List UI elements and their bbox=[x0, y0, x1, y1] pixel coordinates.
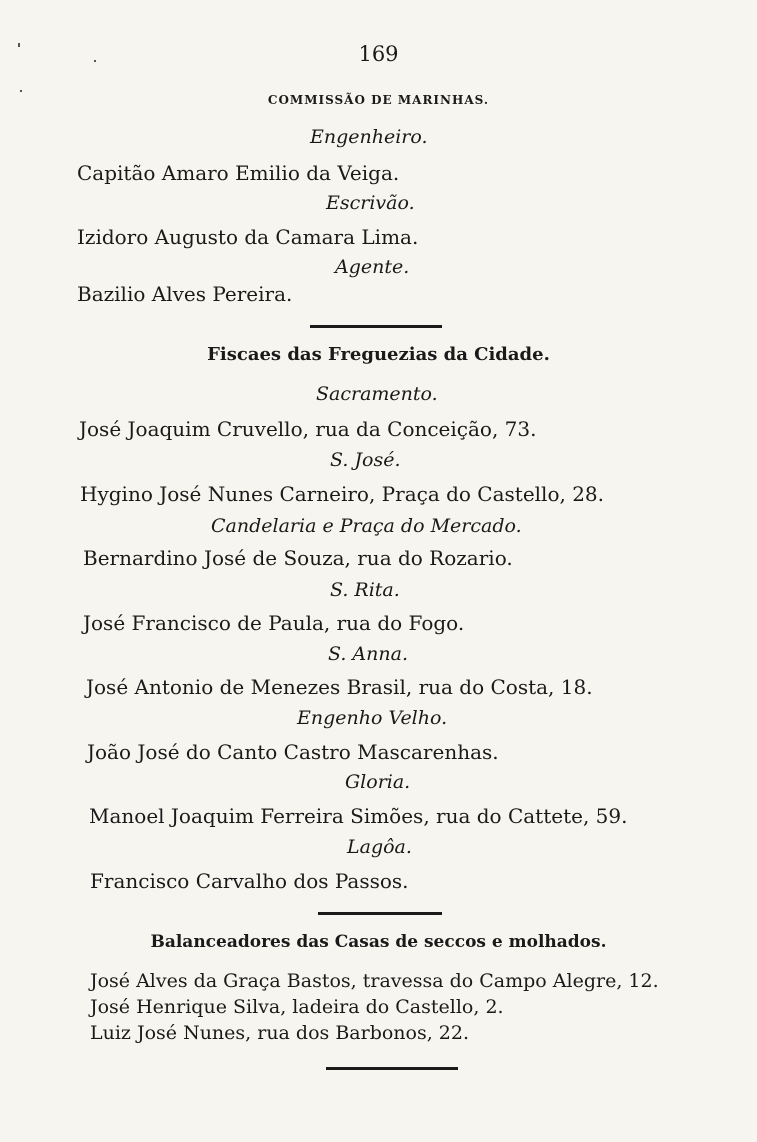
fiscal-s-jose: Hygino José Nunes Carneiro, Praça do Castello, 28. bbox=[80, 482, 605, 506]
parish-lagoa: Lagôa. bbox=[347, 836, 412, 858]
end-divider bbox=[326, 1067, 458, 1070]
fiscal-s-rita: José Francisco de Paula, rua do Fogo. bbox=[83, 611, 465, 635]
name-escrivao: Izidoro Augusto da Camara Lima. bbox=[77, 225, 419, 249]
balanceador-entry: José Henrique Silva, ladeira do Castello, 2. bbox=[90, 996, 504, 1018]
name-engenheiro: Capitão Amaro Emilio da Veiga. bbox=[77, 161, 400, 185]
fiscaes-title: Fiscaes das Freguezias da Cidade. bbox=[207, 344, 550, 365]
parish-s-jose: S. José. bbox=[330, 449, 401, 471]
section-divider bbox=[318, 912, 442, 915]
balanceador-entry: José Alves da Graça Bastos, travessa do Campo Alegre, 12. bbox=[90, 970, 659, 992]
page-number: 169 bbox=[358, 42, 399, 66]
role-escrivao: Escrivão. bbox=[326, 192, 415, 214]
role-engenheiro: Engenheiro. bbox=[310, 126, 428, 148]
scan-speck bbox=[18, 43, 20, 47]
fiscal-sacramento: José Joaquim Cruvello, rua da Conceição, 73. bbox=[79, 417, 537, 441]
parish-s-anna: S. Anna. bbox=[328, 643, 408, 665]
role-agente: Agente. bbox=[335, 256, 410, 278]
fiscal-candelaria: Bernardino José de Souza, rua do Rozario. bbox=[83, 546, 513, 570]
fiscal-lagoa: Francisco Carvalho dos Passos. bbox=[90, 869, 409, 893]
parish-candelaria: Candelaria e Praça do Mercado. bbox=[211, 515, 522, 537]
fiscal-s-anna: José Antonio de Menezes Brasil, rua do Costa, 18. bbox=[86, 675, 593, 699]
parish-sacramento: Sacramento. bbox=[316, 383, 438, 405]
fiscal-gloria: Manoel Joaquim Ferreira Simões, rua do Cattete, 59. bbox=[89, 804, 628, 828]
balanceador-entry: Luiz José Nunes, rua dos Barbonos, 22. bbox=[90, 1022, 470, 1044]
fiscal-engenho-velho: João José do Canto Castro Mascarenhas. bbox=[87, 740, 499, 764]
parish-engenho-velho: Engenho Velho. bbox=[297, 707, 448, 729]
name-agente: Bazilio Alves Pereira. bbox=[77, 282, 293, 306]
balanceadores-title: Balanceadores das Casas de seccos e molhados. bbox=[150, 932, 607, 952]
section-divider bbox=[310, 325, 442, 328]
parish-gloria: Gloria. bbox=[345, 771, 411, 793]
running-header: COMMISSÃO DE MARINHAS. bbox=[267, 93, 490, 107]
scan-speck bbox=[20, 90, 22, 92]
scan-speck bbox=[94, 60, 96, 62]
parish-s-rita: S. Rita. bbox=[330, 579, 400, 601]
